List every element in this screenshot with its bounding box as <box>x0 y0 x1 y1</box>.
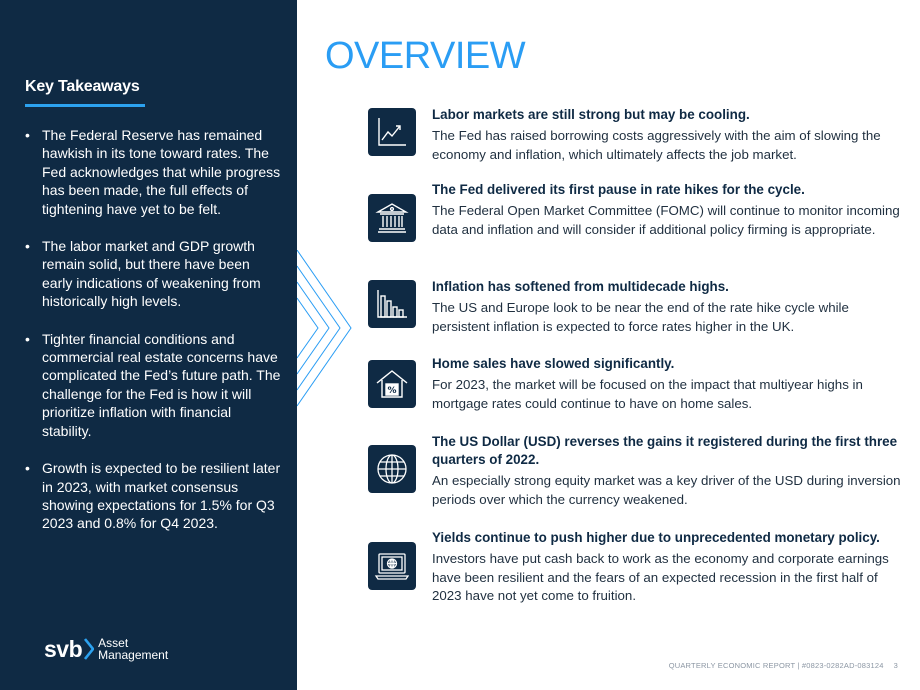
footer <box>669 661 898 670</box>
item-text <box>432 106 906 164</box>
logo-wordmark <box>98 637 168 661</box>
item-body: For 2023, the market will be focused on the impact that multiyear highs in mortgage rates could continue to have on home sales. <box>432 377 863 411</box>
laptop-globe-icon <box>368 542 416 590</box>
item-body: Investors have put cash back to work as the economy and corporate earnings have been resilient and the fears of an expected recession in the first half of 2023 have not yet come to fruition. <box>432 551 889 604</box>
bar-chart-icon <box>368 280 416 328</box>
decorative-chevrons <box>297 250 357 410</box>
item-body: The Fed has raised borrowing costs aggressively with the aim of slowing the economy and inflation, which ultimately affects the job market. <box>432 128 881 162</box>
page-title: OVERVIEW <box>325 35 526 77</box>
takeaway-text: Growth is expected to be resilient later in 2023, with market consensus showing expectations for 1.5% for Q3 2023 and 0.8% for Q4 2023. <box>42 460 281 532</box>
logo-line-2: Management <box>98 648 169 662</box>
takeaway-text: The labor market and GDP growth remain solid, but there have been early indications of weakening from historically high levels. <box>42 238 261 310</box>
takeaway-item <box>25 459 283 533</box>
heading-underline <box>25 104 145 107</box>
item-body: The Federal Open Market Committee (FOMC) will continue to monitor incoming data and inflation and will consider if additional policy firming is appropriate. <box>432 203 900 237</box>
item-heading: Yields continue to push higher due to unprecedented monetary policy. <box>432 530 880 545</box>
takeaway-item <box>25 237 283 311</box>
takeaway-item <box>25 330 283 440</box>
item-body: The US and Europe look to be near the end of the rate hike cycle while persistent inflation is expected to force rates higher in the UK. <box>432 300 849 334</box>
bullet: • <box>25 330 30 347</box>
item-text <box>432 529 906 606</box>
globe-icon <box>368 445 416 493</box>
footer-text: QUARTERLY ECONOMIC REPORT | #0823-0282AD-083124 <box>668 661 884 670</box>
takeaway-text: Tighter financial conditions and commercial real estate concerns have complicated the Fed’s future path. The challenge for the Fed is how it will prioritize inflation with financial stability. <box>42 330 281 439</box>
takeaways-list <box>25 126 283 552</box>
takeaway-item <box>25 126 283 218</box>
bank-icon <box>368 194 416 242</box>
svb-logo <box>44 636 168 662</box>
item-body: An especially strong equity market was a key driver of the USD during inversion periods over which the currency weakened. <box>432 473 901 507</box>
item-heading: Home sales have slowed significantly. <box>432 356 675 371</box>
sidebar <box>0 0 297 690</box>
item-text <box>432 181 906 239</box>
item-heading: The Fed delivered its first pause in rate hikes for the cycle. <box>432 182 805 197</box>
home-percent-icon <box>368 360 416 408</box>
sidebar-heading: Key Takeaways <box>25 78 140 95</box>
svg-text:%: % <box>387 386 397 396</box>
logo-brand: svb <box>44 635 83 662</box>
item-heading: Labor markets are still strong but may be cooling. <box>432 107 750 122</box>
logo-line-1: Asset <box>98 636 129 650</box>
bullet: • <box>25 127 30 143</box>
item-heading: The US Dollar (USD) reverses the gains it registered during the first three quarters of 2022. <box>432 434 898 467</box>
bullet: • <box>25 460 30 477</box>
item-text <box>432 433 906 509</box>
trend-chart-icon <box>368 108 416 156</box>
takeaway-text: The Federal Reserve has remained hawkish in its tone toward rates. The Fed acknowledges that while progress has been made, the full effects of tightening have yet to be felt. <box>42 127 281 217</box>
page-number: 3 <box>893 661 898 670</box>
item-heading: Inflation has softened from multidecade highs. <box>432 279 729 294</box>
logo-chevron-icon <box>84 638 94 660</box>
item-text <box>432 278 906 336</box>
item-text <box>432 355 906 413</box>
bullet: • <box>25 238 30 255</box>
